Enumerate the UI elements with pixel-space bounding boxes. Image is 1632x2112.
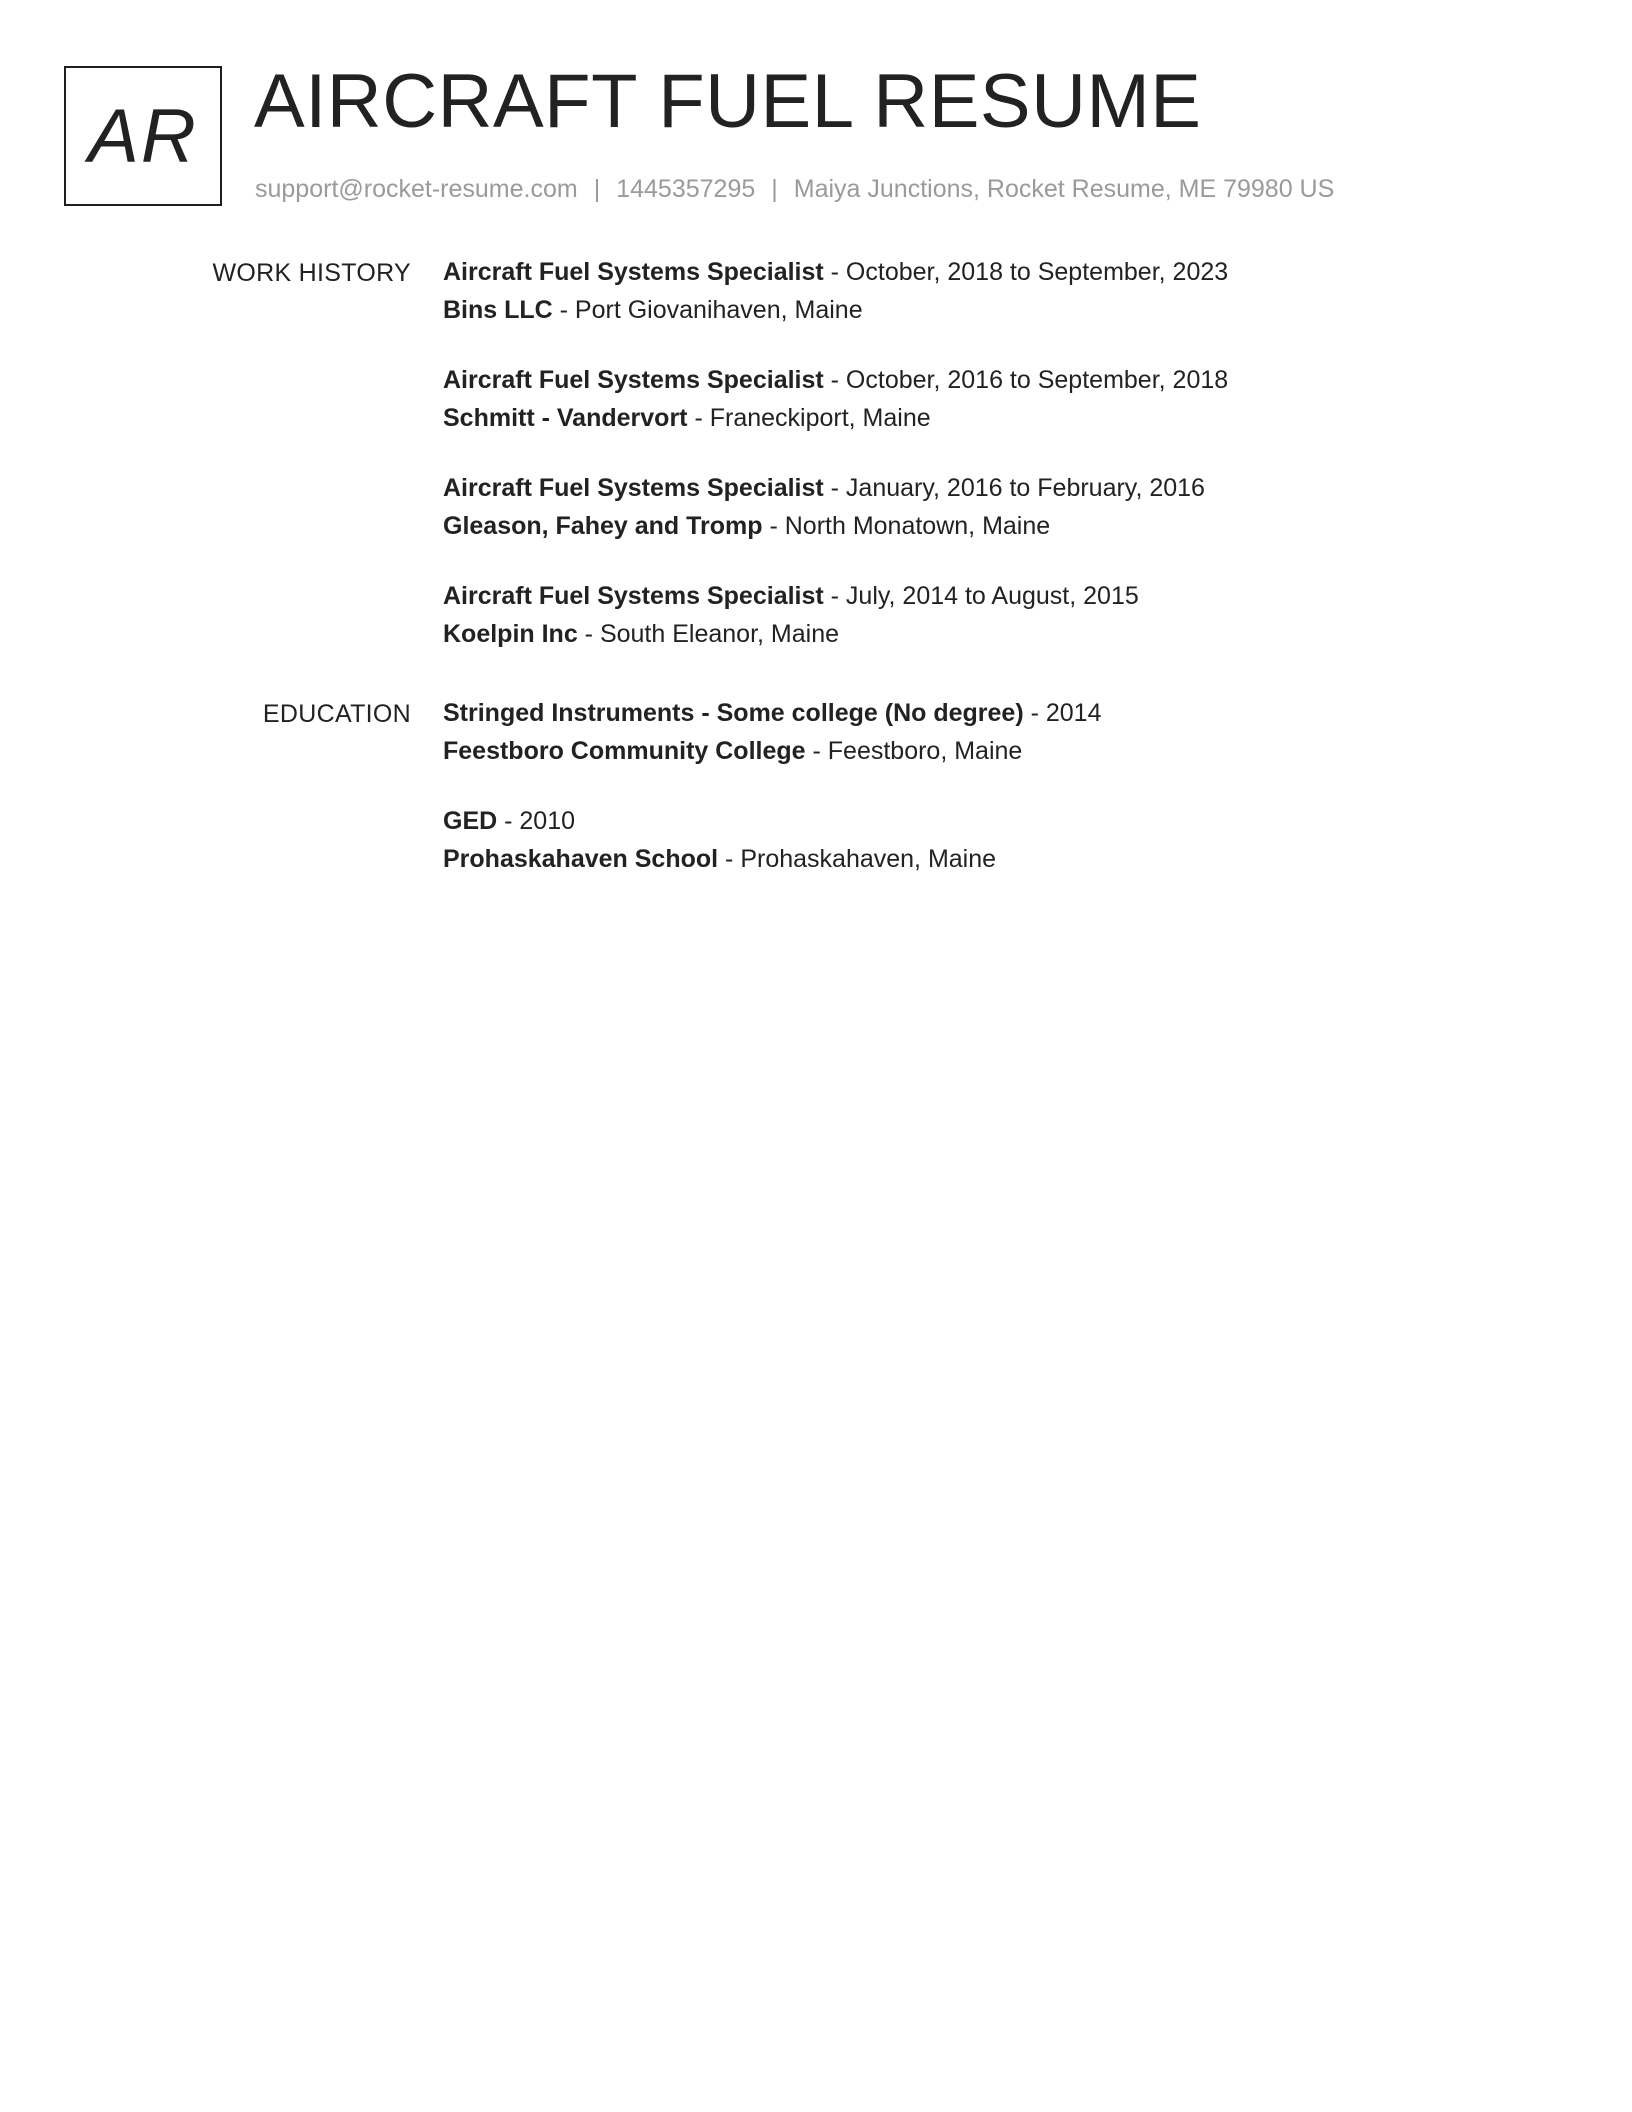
employer-name: Gleason, Fahey and Tromp xyxy=(443,511,763,540)
contact-phone: 1445357295 xyxy=(616,175,756,203)
school-location: - Feestboro, Maine xyxy=(805,736,1023,765)
employer-location: - North Monatown, Maine xyxy=(762,511,1051,540)
work-entry-employer-line xyxy=(443,292,1543,330)
contact-separator: | xyxy=(593,175,601,203)
job-title: Aircraft Fuel Systems Specialist xyxy=(443,474,824,502)
contact-email: support@rocket-resume.com xyxy=(255,175,578,203)
school-name: Feestboro Community College xyxy=(443,736,806,765)
work-entry xyxy=(443,254,1543,329)
work-entry-employer-line xyxy=(443,400,1543,438)
job-dates: - October, 2016 to September, 2018 xyxy=(823,366,1229,394)
education-entry xyxy=(443,695,1543,770)
work-entry-title-line xyxy=(443,362,1543,400)
monogram-initials: AR xyxy=(88,93,198,179)
work-entry-employer-line xyxy=(443,616,1543,654)
work-entry xyxy=(443,362,1543,437)
section-label-education: EDUCATION xyxy=(262,700,411,728)
education-list xyxy=(443,695,1543,911)
monogram-box xyxy=(64,66,222,206)
school-location: - Prohaskahaven, Maine xyxy=(718,844,997,873)
employer-name: Schmitt - Vandervort xyxy=(443,403,688,432)
employer-name: Bins LLC xyxy=(443,295,553,324)
education-entry-school-line xyxy=(443,841,1543,879)
job-title: Aircraft Fuel Systems Specialist xyxy=(443,582,824,610)
education-entry xyxy=(443,803,1543,878)
employer-name: Koelpin Inc xyxy=(443,619,578,648)
job-dates: - January, 2016 to February, 2016 xyxy=(823,474,1205,502)
work-entry-title-line xyxy=(443,578,1543,616)
work-history-list xyxy=(443,254,1543,686)
job-title: Aircraft Fuel Systems Specialist xyxy=(443,366,824,394)
work-entry xyxy=(443,470,1543,545)
work-entry-title-line xyxy=(443,470,1543,508)
work-entry-employer-line xyxy=(443,508,1543,546)
employer-location: - Franeckiport, Maine xyxy=(687,403,931,432)
employer-location: - Port Giovanihaven, Maine xyxy=(552,295,863,324)
degree-year: - 2014 xyxy=(1023,699,1102,727)
employer-location: - South Eleanor, Maine xyxy=(577,619,840,648)
education-entry-degree-line xyxy=(443,803,1543,841)
school-name: Prohaskahaven School xyxy=(443,844,719,873)
section-label-work-history: WORK HISTORY xyxy=(212,259,411,287)
education-entry-degree-line xyxy=(443,695,1543,733)
contact-address: Maiya Junctions, Rocket Resume, ME 79980 US xyxy=(793,175,1335,203)
job-dates: - October, 2018 to September, 2023 xyxy=(823,258,1229,286)
degree-name: GED xyxy=(443,807,498,835)
resume-title: AIRCRAFT FUEL RESUME xyxy=(254,59,1202,144)
degree-year: - 2010 xyxy=(497,807,576,835)
work-entry xyxy=(443,578,1543,653)
degree-name: Stringed Instruments - Some college (No degree) xyxy=(443,699,1024,727)
contact-line xyxy=(255,172,1334,206)
job-title: Aircraft Fuel Systems Specialist xyxy=(443,258,824,286)
work-entry-title-line xyxy=(443,254,1543,292)
education-entry-school-line xyxy=(443,733,1543,771)
job-dates: - July, 2014 to August, 2015 xyxy=(823,582,1139,610)
contact-separator: | xyxy=(771,175,778,203)
